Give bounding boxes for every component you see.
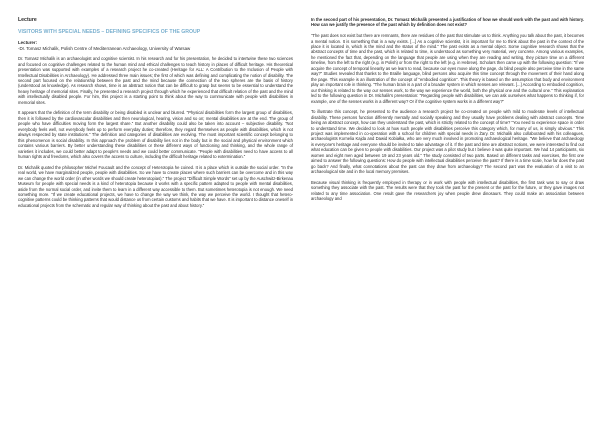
body-paragraph: To illustrate this concept, he presented to the audience a research project he co-created on people with mild to moderate levels of intellectual disability. These persons function differently mentally and socially speaking and they usually have problems dealing with abstract concepts. Time being an abstract concept, how can they understand the past, which is strictly related to the concept of time? "You need to experience space in order to understand time. We decided to look at how such people with disabilities perceive this category which, for many of us, is simply obvious." This project was implemented in co-operation with a school for children with special needs in Żary. Dr. Michalik also collaborated with his colleagues, archaeologists Kornelia Kajda and Dawid Kobiałka, who are very much involved in promoting archaeological heritage. "We believe that archaeology is everyone's heritage and everyone should be invited to take advantage of it. If the past and time are abstract notions, we were interested to find out what education can be given to people with disabilities. Our project was a pilot study but I believe it was quite important. We had 14 participants, six women and eight men aged between 19 and 23 years old." The study consisted of two parts. Based on different tasks and exercises, the first one aimed to answer the following questions: How do people with intellectual disabilities perceive the past? If there is a time scale, how far does the past go back? And finally, what connotations about the past can they draw from archaeology? The second part was the evaluation of a visit to an archaeological site and in the local memory premises. xyxy=(311,109,584,175)
body-paragraph: "The past does not exist but there are remnants, there are residues of the past that stimulate us to think. Anything you talk about the past, it becomes a mental notion. It is something that in a way exists. [...] As a cognitive scientist, it is important for me to think about the past in the context of the place it is located in, which is the mind and the status of the mind." The past exists as a mental object. Some cognitive research shows that the abstract concepts of time and the past, which is related to time, is understood as something very material, very concrete. Among various examples, he mentioned the fact that, depending on the language that people are using when they are reading and writing, they picture time on a different timeline, from the left to the right (e.g. in Polish) or from the right to the left (e.g. in Hebrew). Scholars then came up with the following question: "If we acquire the concept of temporal linearity as we learn to read, because our eyes move along the page, do blind people also perceive time in the same way?" Studies revealed that thanks to the Braille language, blind persons also acquire this time concept through the movement of their hand along the page. This example is an illustration of the concept of "embodied cognition". This theory is based on the assumption that body and environment play an important role in thinking. "The human brain is a part of a broader system in which senses are relevant. [...] According to embodied cognition, our thinking is related to the way our senses work, to the way we experience the world, both the physical one and the cultural one." This explanation led to the following question in Dr. Michalik's presentation: "Regarding people with disabilities, we can ask ourselves what happens to thinking if, for example, one of the senses works in a different way? Or if the cognitive system works in a different way?" xyxy=(311,33,584,104)
body-paragraph: It appears that the definition of the term disability or being disabled is unclear and blurred. "Physical disabilities form the largest group of disabilities, then it is followed by the cardiovascular disabilities and then neurological, hearing, vision and so on; mental disabilities are at the end. The group of people who have difficulties moving form the largest share." But another disability could also be taken into account – subjective disability. "Not everybody feels well, not everybody feels up to perform everyday duties; therefore, they regard themselves as people with disabilities, which is not always respected by state institutions." The definition and categories of disabilities are evolving. The most important scientific concept belonging to this phenomenon is social disability. In this approach the problem of disability lies not in the body but in the social and physical environment which contains various barriers. By better understanding these disabilities or these different ways of functioning and thinking, and the whole range of varieties it includes, we could better adapt to people's needs and we could better communicate. "People with disabilities need to have access to all human rights and freedoms, which also covers the access to culture, including the difficult heritage related to extermination." xyxy=(18,110,293,160)
body-paragraph: Dr. Tomasz Michalik is an archaeologist and cognitive scientist. In his research and for his presentation, he decided to intertwine these two sciences and focused on cognitive challenges related to the human mind and ethical challenges to teach history in places of difficult heritage. His theoretical presentation was supported with examples of a research project he co-created (Heritage for ALL: A Contribution to the Inclusion of People with Intellectual Disabilities in Archaeology). He addressed three main issues; the first of which was defining and complicating the notion of disability. The second part focused on the relationship between the past and the mind because the connection of the two spheres are the basis of history (understood as knowledge). As research shows, time is an abstract notion that can be difficult to grasp but seems to be essential to understand the heavy heritage of memorial sites. Finally, he presented a research project through which he experienced that difficult relation of the past and the mind with intellectually disabled people. For him, this project is a starting point to think about the way to communicate with people with disabilities in memorial sites. xyxy=(18,56,293,105)
intro-paragraph: In the second part of his presentation, Dr. Tomasz Michalik presented a justification of how we should work with the past and with history. How can we justify the presence of the past which by definition does not exist? xyxy=(311,17,584,28)
body-paragraph: Dr. Michalik quoted the philosopher Michel Foucault and the concept of Heterotopia he coined. It is a place which is outside the social order. "In the real world, we have marginalized people, people with disabilities. So we have to create places where such barriers can be overcome and in this way we can change the world order (in other words we should create heterotopias)." The project "Difficult Simple Words" set up by the Auschwitz-Birkenau Museum for people with special needs is a kind of heterotopia because it works with a specific pattern adapted to people with mental disabilities, aside from the normal social order, and invite them to learn in a different way accessible to them. But sometimes heterotopia is not enough. We need something more. "If we create educational projects, we have to change the way we think, the way we perceive the world. I thought that hetero-cognitive patterns could be thinking patterns that would distance us from certain customs and habits that we have. It is important to distance oneself in educational projects from the schematic and regular way of thinking about the past and about history." xyxy=(18,164,293,208)
lecture-title: VISITORS WITH SPECIAL NEEDS – DEFINING SPECIFICS OF THE GROUP xyxy=(18,29,201,35)
lecturer-label: Lecturer: xyxy=(18,40,38,45)
section-label: Lecture xyxy=(18,17,37,23)
right-column xyxy=(311,17,584,207)
body-paragraph: Because visual thinking is frequently employed in therapy or in work with people with intellectual disabilities, the first task was to say or draw something they associate with the past. The results were that they took the past for the present or the past for the future, or they gave images not related to any time association. One result gave the researchers joy when people drew dinosaurs. They could make an association between archaeology and xyxy=(311,179,584,202)
lecturer-name: -Dr. Tomasz Michalik, Polish Centre of Mediterranean Archaeology, University of Warsaw xyxy=(18,45,191,51)
left-column xyxy=(18,17,293,214)
